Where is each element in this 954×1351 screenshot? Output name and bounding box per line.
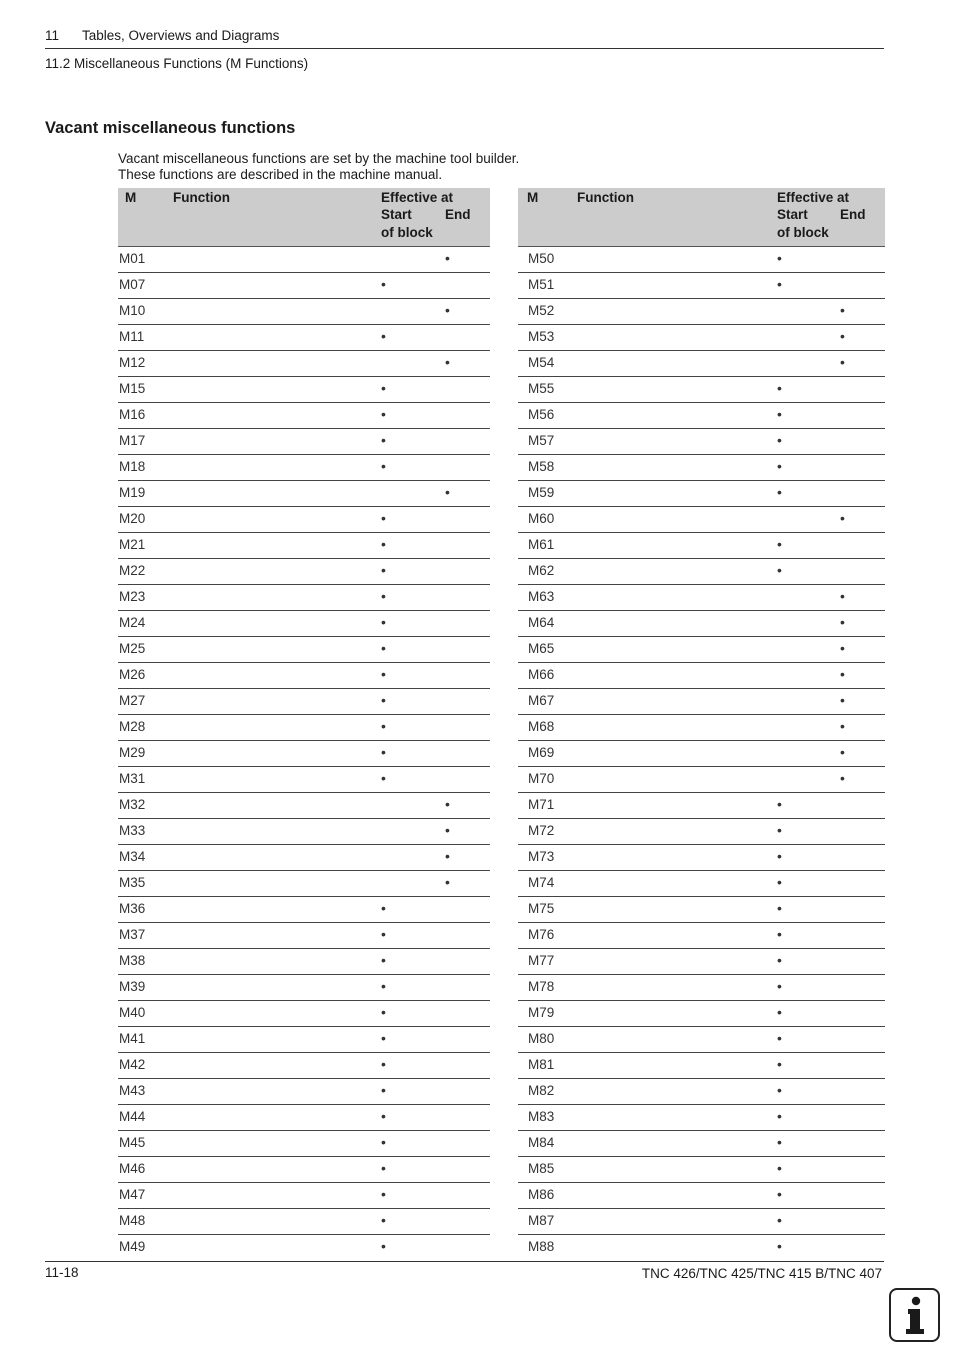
effective-end-marker: • [840,744,845,760]
table-row [118,611,490,637]
table-body [518,247,885,1260]
header-function: Function [173,190,230,205]
header-end: End [445,207,471,222]
effective-start-marker: • [381,614,386,630]
effective-start-marker: • [381,718,386,734]
m-code: M59 [528,485,555,500]
effective-start-marker: • [381,1238,386,1254]
table-row [118,1157,490,1183]
m-code: M48 [119,1213,146,1228]
table-row [518,1053,885,1079]
m-code: M17 [119,433,146,448]
table-row [518,845,885,871]
m-code: M33 [119,823,146,838]
table-row [118,767,490,793]
effective-start-marker: • [381,1056,386,1072]
m-code: M15 [119,381,146,396]
effective-start-marker: • [777,1108,782,1124]
table-row [118,663,490,689]
m-code: M45 [119,1135,146,1150]
m-code: M34 [119,849,146,864]
m-code: M60 [528,511,555,526]
header-start: Start [777,207,808,222]
m-code: M66 [528,667,555,682]
m-code: M31 [119,771,146,786]
effective-end-marker: • [840,302,845,318]
table-row [118,273,490,299]
table-body [118,247,490,1260]
table-row [118,1027,490,1053]
m-code: M68 [528,719,555,734]
effective-start-marker: • [777,926,782,942]
effective-end-marker: • [445,796,450,812]
effective-start-marker: • [381,432,386,448]
m-code: M69 [528,745,555,760]
m-code: M38 [119,953,146,968]
effective-end-marker: • [445,822,450,838]
m-code: M07 [119,277,146,292]
table-row [118,975,490,1001]
effective-end-marker: • [840,692,845,708]
effective-end-marker: • [840,770,845,786]
intro-line-2: These functions are described in the machine manual. [118,167,443,182]
effective-start-marker: • [381,1160,386,1176]
effective-start-marker: • [777,536,782,552]
m-code: M28 [119,719,146,734]
effective-start-marker: • [777,952,782,968]
effective-start-marker: • [777,458,782,474]
table-row [518,1027,885,1053]
table-row [118,429,490,455]
effective-end-marker: • [840,588,845,604]
effective-start-marker: • [381,1134,386,1150]
table-row [118,1209,490,1235]
m-code: M39 [119,979,146,994]
effective-start-marker: • [381,1030,386,1046]
table-row [518,741,885,767]
m-code: M73 [528,849,555,864]
m-code: M23 [119,589,146,604]
m-code: M49 [119,1239,146,1254]
header-m: M [125,190,137,205]
table-row [118,299,490,325]
m-code: M46 [119,1161,146,1176]
effective-end-marker: • [445,874,450,890]
m-code: M72 [528,823,555,838]
m-code: M10 [119,303,146,318]
m-code: M70 [528,771,555,786]
footer-model: TNC 426/TNC 425/TNC 415 B/TNC 407 [641,1266,882,1281]
m-code: M26 [119,667,146,682]
table-row [518,1157,885,1183]
effective-start-marker: • [381,510,386,526]
m-functions-table-right [518,188,885,1260]
m-code: M81 [528,1057,555,1072]
effective-start-marker: • [381,978,386,994]
effective-start-marker: • [381,744,386,760]
m-code: M36 [119,901,146,916]
table-row [518,975,885,1001]
m-code: M85 [528,1161,555,1176]
effective-end-marker: • [840,510,845,526]
effective-start-marker: • [381,588,386,604]
effective-start-marker: • [381,1186,386,1202]
m-code: M29 [119,745,146,760]
effective-start-marker: • [381,640,386,656]
m-code: M32 [119,797,146,812]
table-row [518,429,885,455]
m-code: M64 [528,615,555,630]
table-row [118,1079,490,1105]
table-row [118,507,490,533]
m-code: M67 [528,693,555,708]
table-row [518,273,885,299]
table-row [518,611,885,637]
effective-start-marker: • [381,562,386,578]
effective-end-marker: • [445,302,450,318]
table-row [118,351,490,377]
m-code: M74 [528,875,555,890]
table-row [518,871,885,897]
effective-start-marker: • [777,1186,782,1202]
effective-start-marker: • [777,250,782,266]
m-code: M44 [119,1109,146,1124]
m-code: M18 [119,459,146,474]
m-code: M87 [528,1213,555,1228]
table-row [518,819,885,845]
effective-start-marker: • [381,952,386,968]
effective-end-marker: • [840,354,845,370]
table-row [518,767,885,793]
effective-end-marker: • [840,718,845,734]
m-code: M78 [528,979,555,994]
m-code: M47 [119,1187,146,1202]
info-glyph [891,1290,938,1340]
m-code: M12 [119,355,146,370]
effective-start-marker: • [777,1160,782,1176]
table-row [518,1209,885,1235]
effective-start-marker: • [777,432,782,448]
effective-start-marker: • [381,458,386,474]
table-row [118,689,490,715]
table-row [518,949,885,975]
m-code: M37 [119,927,146,942]
effective-end-marker: • [840,640,845,656]
table-row [118,1235,490,1260]
m-code: M54 [528,355,555,370]
intro-line-1: Vacant miscellaneous functions are set by the machine tool builder. [118,151,520,166]
effective-start-marker: • [381,926,386,942]
effective-start-marker: • [381,536,386,552]
m-code: M77 [528,953,555,968]
table-row [118,871,490,897]
table-row [518,299,885,325]
effective-start-marker: • [777,1082,782,1098]
m-code: M88 [528,1239,555,1254]
header-start: Start [381,207,412,222]
effective-start-marker: • [777,1134,782,1150]
table-row [518,1183,885,1209]
table-row [518,637,885,663]
table-row [518,351,885,377]
effective-start-marker: • [381,1108,386,1124]
table-header [118,188,490,247]
effective-start-marker: • [777,276,782,292]
m-code: M50 [528,251,555,266]
table-row [518,455,885,481]
effective-start-marker: • [381,1082,386,1098]
effective-start-marker: • [777,874,782,890]
table-row [118,247,490,273]
header-of-block: of block [777,225,829,240]
effective-start-marker: • [777,562,782,578]
table-row [118,533,490,559]
m-code: M71 [528,797,555,812]
effective-start-marker: • [777,848,782,864]
table-row [118,585,490,611]
intro-text [118,151,519,183]
table-row [518,689,885,715]
m-code: M11 [119,329,145,344]
m-code: M84 [528,1135,555,1150]
table-row [518,585,885,611]
table-row [118,481,490,507]
table-row [518,533,885,559]
table-row [118,741,490,767]
table-row [518,715,885,741]
chapter-title: Tables, Overviews and Diagrams [82,28,280,43]
effective-start-marker: • [777,900,782,916]
table-row [518,1131,885,1157]
m-code: M79 [528,1005,555,1020]
effective-start-marker: • [777,978,782,994]
table-row [518,1079,885,1105]
table-row [118,1001,490,1027]
effective-start-marker: • [777,1056,782,1072]
table-row [118,637,490,663]
m-code: M57 [528,433,555,448]
table-row [118,559,490,585]
table-row [118,1131,490,1157]
m-code: M86 [528,1187,555,1202]
table-row [518,325,885,351]
table-row [518,897,885,923]
chapter-number: 11 [45,28,60,43]
effective-start-marker: • [777,484,782,500]
table-row [118,949,490,975]
table-row [118,325,490,351]
m-code: M62 [528,563,555,578]
effective-start-marker: • [777,380,782,396]
m-code: M65 [528,641,555,656]
m-code: M61 [528,537,555,552]
m-code: M27 [119,693,146,708]
header-divider [45,48,884,49]
m-code: M82 [528,1083,555,1098]
effective-start-marker: • [777,1030,782,1046]
effective-start-marker: • [381,692,386,708]
table-row [118,1183,490,1209]
effective-start-marker: • [381,328,386,344]
m-code: M01 [119,251,146,266]
table-row [118,923,490,949]
section-title: Vacant miscellaneous functions [45,119,296,137]
m-functions-table-left [118,188,490,1260]
m-code: M58 [528,459,555,474]
table-row [518,923,885,949]
effective-start-marker: • [777,822,782,838]
m-code: M35 [119,875,146,890]
m-code: M40 [119,1005,146,1020]
footer-divider [45,1261,884,1262]
table-row [118,377,490,403]
table-row [118,715,490,741]
table-row [118,403,490,429]
effective-start-marker: • [381,276,386,292]
effective-end-marker: • [445,484,450,500]
table-row [118,897,490,923]
section-heading: 11.2 Miscellaneous Functions (M Functions) [45,56,309,71]
header-m: M [527,190,539,205]
table-row [518,403,885,429]
m-code: M83 [528,1109,555,1124]
table-row [118,819,490,845]
effective-start-marker: • [777,1004,782,1020]
m-code: M63 [528,589,555,604]
effective-end-marker: • [445,250,450,266]
effective-start-marker: • [777,1238,782,1254]
table-row [518,663,885,689]
m-code: M25 [119,641,146,656]
effective-start-marker: • [381,900,386,916]
m-code: M41 [119,1031,146,1046]
m-code: M21 [119,537,146,552]
effective-start-marker: • [381,380,386,396]
m-code: M43 [119,1083,146,1098]
m-code: M52 [528,303,555,318]
effective-start-marker: • [381,406,386,422]
table-row [118,1105,490,1131]
table-row [118,793,490,819]
table-header [518,188,885,247]
table-row [518,247,885,273]
effective-start-marker: • [381,770,386,786]
page-number: 11-18 [45,1265,79,1280]
info-icon [889,1288,940,1342]
table-row [518,1001,885,1027]
table-row [518,559,885,585]
m-code: M19 [119,485,146,500]
table-row [518,793,885,819]
effective-end-marker: • [445,354,450,370]
m-code: M53 [528,329,555,344]
table-row [118,1053,490,1079]
effective-start-marker: • [777,1212,782,1228]
header-function: Function [577,190,634,205]
effective-end-marker: • [445,848,450,864]
table-row [518,377,885,403]
header-end: End [840,207,866,222]
effective-end-marker: • [840,614,845,630]
table-row [518,507,885,533]
table-row [518,481,885,507]
m-code: M51 [528,277,555,292]
m-code: M76 [528,927,555,942]
effective-end-marker: • [840,666,845,682]
m-code: M22 [119,563,146,578]
table-row [518,1235,885,1260]
effective-start-marker: • [777,406,782,422]
effective-start-marker: • [381,666,386,682]
chapter-heading [45,28,279,43]
effective-start-marker: • [381,1212,386,1228]
effective-end-marker: • [840,328,845,344]
effective-start-marker: • [381,1004,386,1020]
effective-start-marker: • [777,796,782,812]
m-code: M20 [119,511,146,526]
m-code: M80 [528,1031,555,1046]
table-row [518,1105,885,1131]
m-code: M55 [528,381,555,396]
header-effective-at: Effective at [777,190,850,205]
header-effective-at: Effective at [381,190,454,205]
header-of-block: of block [381,225,433,240]
m-code: M56 [528,407,555,422]
m-code: M24 [119,615,146,630]
table-row [118,845,490,871]
m-code: M75 [528,901,555,916]
m-code: M42 [119,1057,146,1072]
m-code: M16 [119,407,146,422]
table-row [118,455,490,481]
